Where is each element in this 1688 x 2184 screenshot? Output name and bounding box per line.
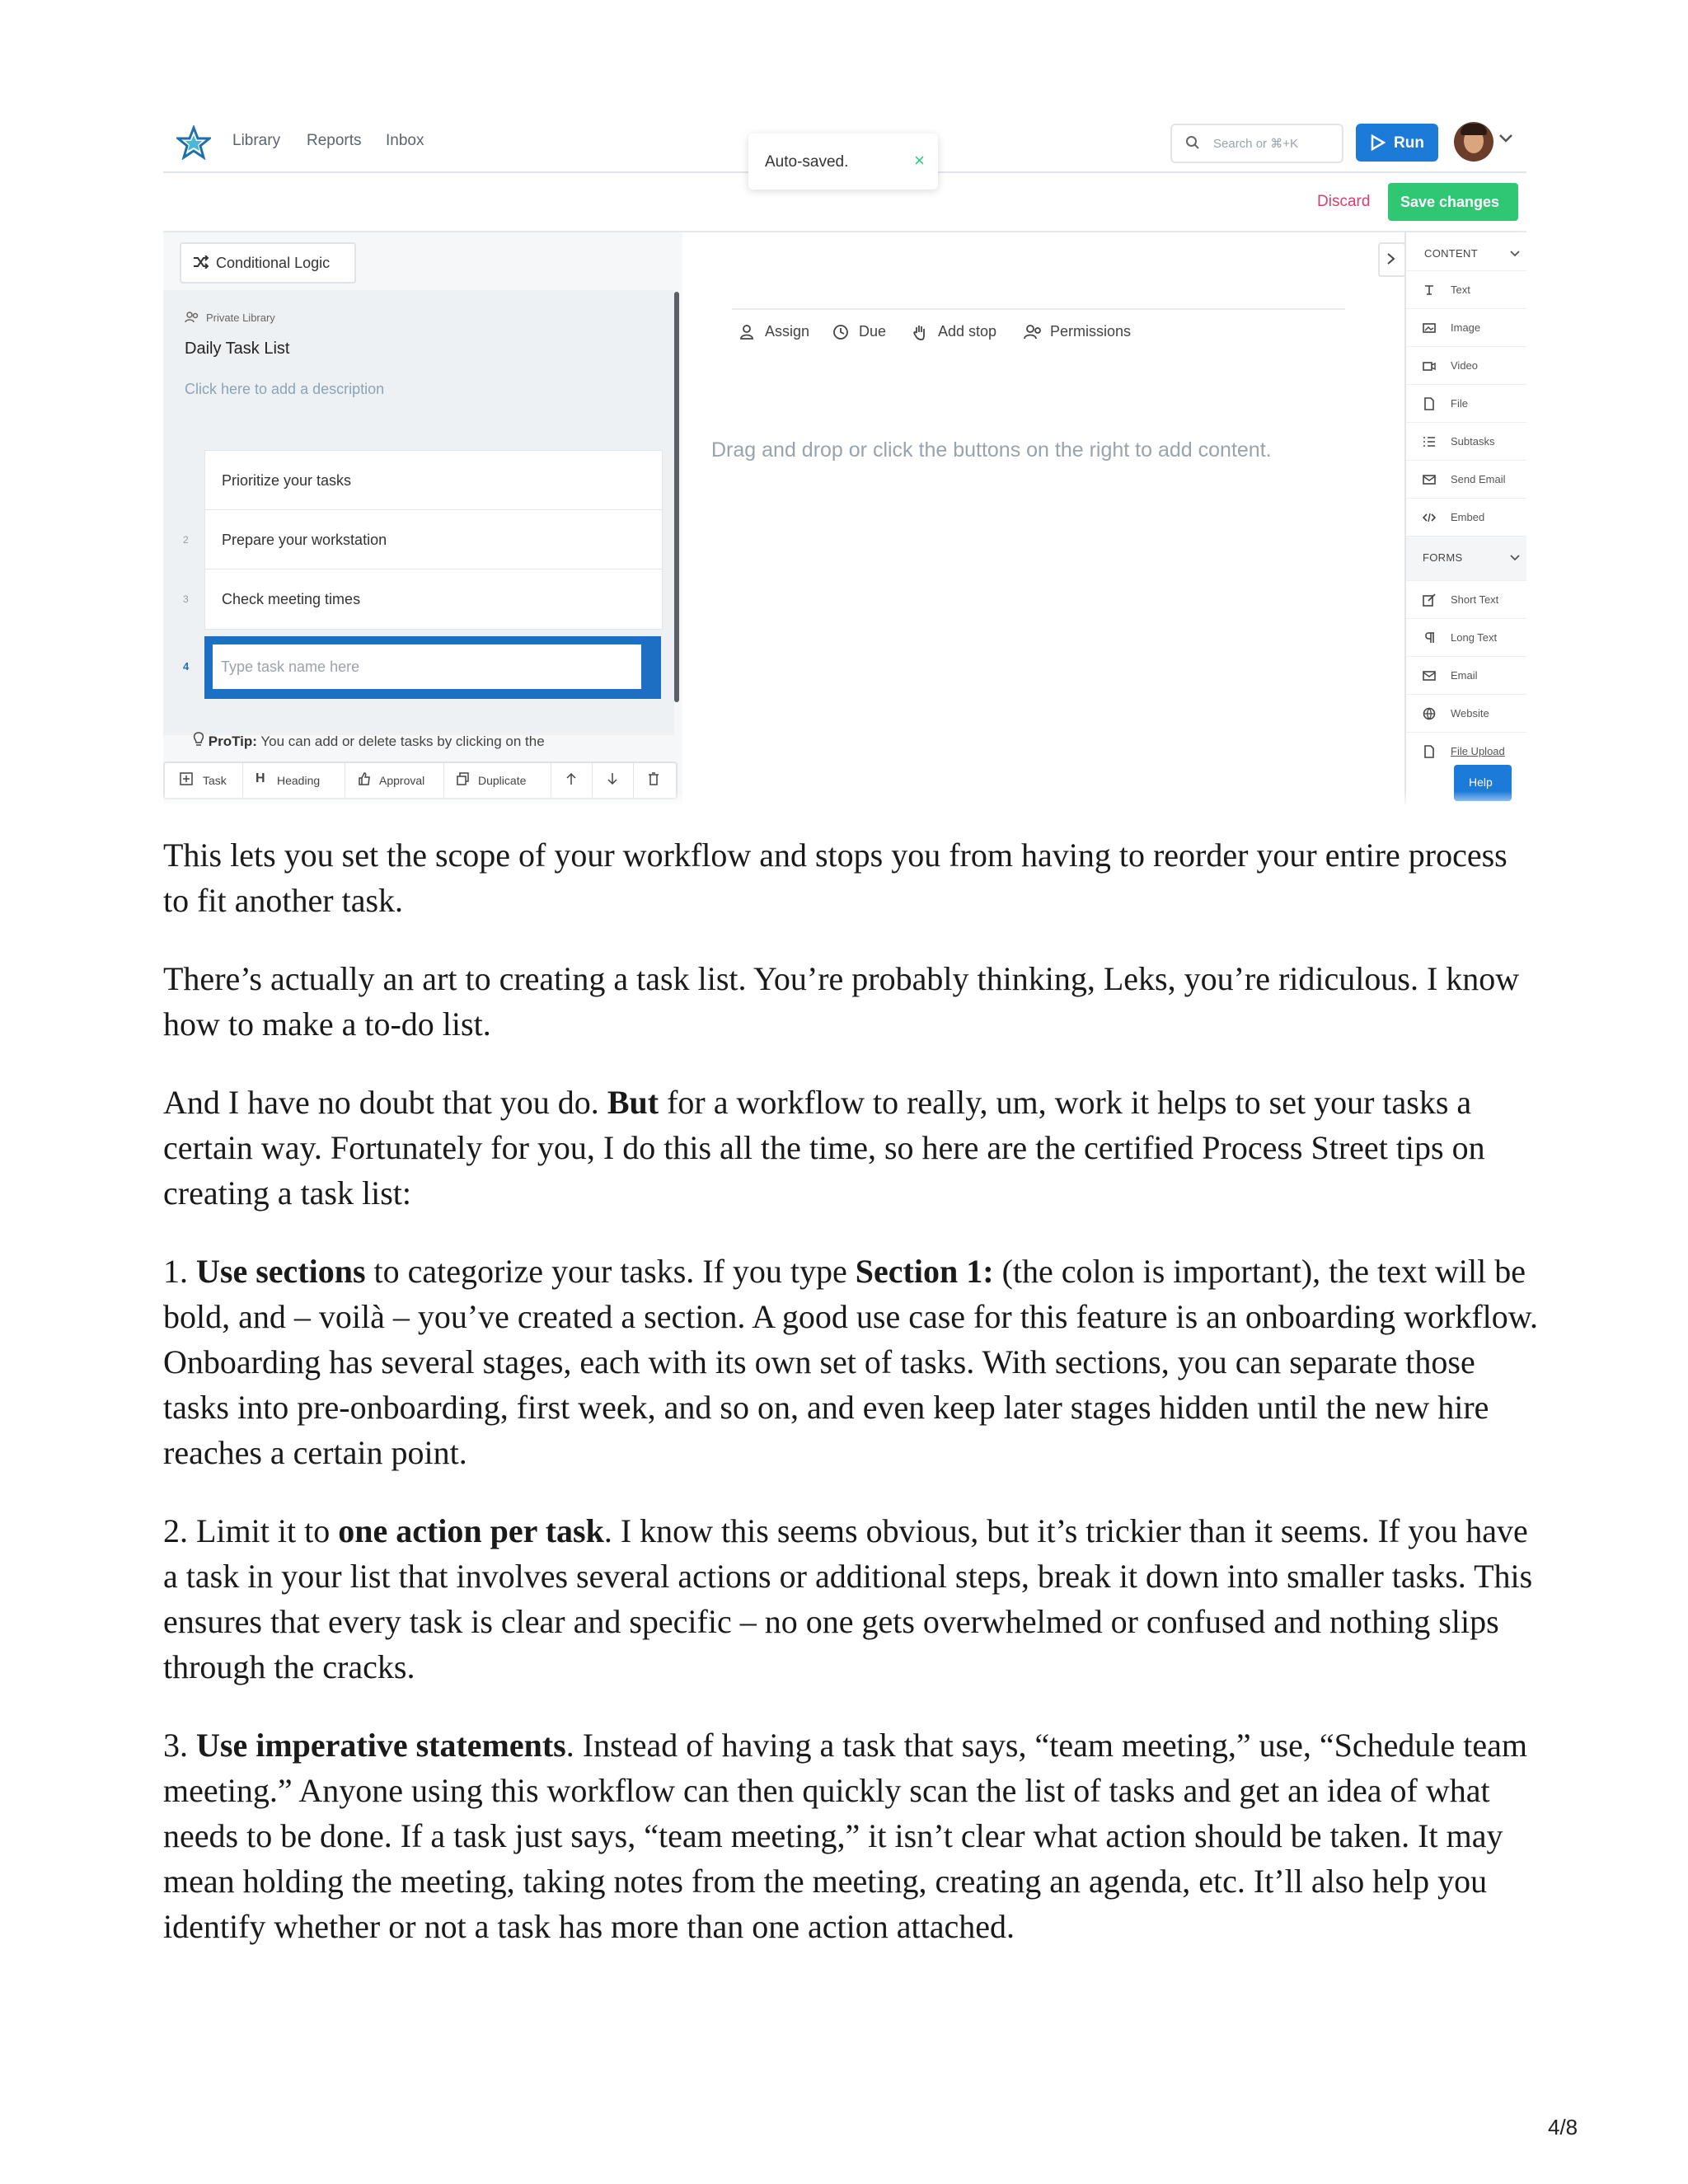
- autosave-toast: [748, 134, 938, 190]
- text-icon: [1423, 284, 1436, 297]
- tip-imperative: 3. Use imperative statements. Instead of having a task that says, “team meeting,” use, “Schedule team meeting.” Anyone using this workflow can then quickly scan the list of tasks and get an idea of what needs to be done. If a task just says, “team meeting,” it isn’t clear what action should be taken. It may mean holding the meeting, taking notes from the meeting, creating an agenda, etc. It’ll also help you identify whether or not a task has more than one action attached.: [163, 1727, 1528, 1945]
- widget-label: Video: [1451, 359, 1479, 372]
- envelope-icon: [1423, 669, 1436, 682]
- video-icon: [1423, 359, 1436, 373]
- nav-library[interactable]: Library: [232, 132, 281, 149]
- hand-stop-icon: [912, 324, 928, 340]
- image-icon: [1423, 321, 1436, 335]
- widget-subtasks[interactable]: [1406, 422, 1526, 461]
- star-logo-icon[interactable]: [176, 125, 211, 160]
- copy-icon: [457, 772, 470, 785]
- user-icon: [738, 324, 755, 340]
- chevron-down-icon[interactable]: [1498, 134, 1513, 143]
- list-title[interactable]: Daily Task List: [185, 340, 290, 358]
- description-field[interactable]: Click here to add a description: [185, 381, 385, 397]
- app-screenshot: [163, 115, 1526, 804]
- assign-label: Assign: [765, 323, 810, 340]
- widget-label: Subtasks: [1451, 435, 1495, 448]
- lightbulb-icon: [193, 732, 204, 748]
- edit-icon: [1423, 593, 1436, 607]
- paragraph: There’s actually an art to creating a task list. You’re probably thinking, Leks, you’re ridiculous. I know how to make a to-do list.: [163, 960, 1520, 1043]
- article-body: [163, 832, 1540, 1982]
- expand-panel-button[interactable]: [1378, 242, 1406, 277]
- arrow-up-icon: [565, 772, 578, 785]
- task-number: 2: [183, 534, 189, 546]
- code-icon: [1423, 511, 1436, 524]
- widget-label: File Upload: [1451, 745, 1505, 757]
- content-header[interactable]: CONTENT: [1424, 247, 1478, 260]
- widget-label: File: [1451, 397, 1468, 410]
- tip-one-action: 2. Limit it to one action per task. I know this seems obvious, but it’s trickier than it seems. If you have a task in your list that involves several actions or additional steps, break it down into smaller tasks. This ensures that every task is clear and specific – no one gets overwhelmed or confused and nothing slips through the cracks.: [163, 1512, 1533, 1685]
- help-label: Help: [1469, 776, 1493, 789]
- paragraph-icon: [1423, 631, 1436, 644]
- widget-label: Image: [1451, 321, 1481, 334]
- widget-image[interactable]: [1406, 308, 1526, 347]
- approval-label: Approval: [379, 774, 425, 787]
- library-tag-label: Private Library: [206, 312, 275, 324]
- widget-video[interactable]: [1406, 346, 1526, 385]
- task-item[interactable]: [204, 450, 663, 511]
- chevron-down-icon[interactable]: [1510, 251, 1520, 257]
- due-label: Due: [859, 323, 887, 340]
- widget-file[interactable]: [1406, 384, 1526, 423]
- widget-embed[interactable]: [1406, 498, 1526, 537]
- widget-website[interactable]: [1406, 694, 1526, 733]
- widget-send-email[interactable]: [1406, 460, 1526, 499]
- empty-state-message: Drag and drop or click the buttons on the right to add content.: [711, 438, 1272, 462]
- search-icon: [1185, 135, 1200, 150]
- widget-label: Short Text: [1451, 593, 1499, 606]
- task-label: Task: [203, 774, 227, 787]
- shuffle-icon: [193, 255, 209, 269]
- widget-label: Website: [1451, 707, 1489, 719]
- page-number: 4/8: [1548, 2115, 1578, 2139]
- tip-sections: 1. Use sections to categorize your tasks. If you type Section 1: (the colon is important), the text will be bold, and – voilà – you’ve created a section. A good use case for this feature is an onboarding workflow. Onboarding has several stages, each with its own set of tasks. With sections, you can separate those tasks into pre-onboarding, first week, and so on, and even keep later stages hidden until the new hire reaches a certain point.: [163, 1253, 1539, 1471]
- task-name-input[interactable]: [213, 644, 641, 689]
- search-box[interactable]: [1170, 124, 1343, 163]
- search-placeholder: Search or ⌘+K: [1213, 137, 1298, 151]
- conditional-logic-button[interactable]: [180, 242, 356, 284]
- arrow-down-icon: [606, 772, 619, 785]
- widget-text[interactable]: [1406, 270, 1526, 309]
- users-icon: [185, 312, 199, 323]
- protip-label: ProTip:: [208, 733, 257, 749]
- scrollbar[interactable]: [674, 292, 679, 702]
- new-task-row[interactable]: [204, 636, 661, 699]
- clock-icon: [832, 324, 849, 340]
- trash-icon: [647, 772, 660, 785]
- run-button[interactable]: [1356, 124, 1438, 162]
- task-item[interactable]: [204, 509, 663, 570]
- chevron-right-icon: [1386, 252, 1396, 265]
- avatar[interactable]: [1454, 122, 1493, 162]
- paragraph: This lets you set the scope of your workflow and stops you from having to reorder your entire process to fit another task.: [163, 837, 1507, 919]
- divider: [732, 308, 1345, 310]
- permissions-label: Permissions: [1050, 323, 1132, 340]
- forms-header: FORMS: [1423, 551, 1463, 564]
- screenshot-fade: [163, 791, 1526, 804]
- thumbs-up-icon: [358, 772, 371, 785]
- play-icon: [1371, 134, 1386, 151]
- save-changes-button[interactable]: [1388, 183, 1518, 221]
- widget-label: Send Email: [1451, 473, 1506, 485]
- paragraph: And I have no doubt that you do. But for a workflow to really, um, work it helps to set your tasks a certain way. Fortunately for you, I do this all the time, so here are the certified Process Street tips on creating a task list:: [163, 1084, 1485, 1212]
- add-stop-label: Add stop: [938, 323, 997, 340]
- save-changes-label: Save changes: [1400, 194, 1500, 210]
- chevron-down-icon: [1510, 555, 1520, 561]
- task-name: Prepare your workstation: [222, 532, 387, 548]
- envelope-icon: [1423, 473, 1436, 486]
- widget-email[interactable]: [1406, 656, 1526, 695]
- widget-label: Embed: [1451, 511, 1485, 523]
- forms-section-header[interactable]: [1406, 536, 1526, 581]
- widget-short-text[interactable]: [1406, 580, 1526, 619]
- task-number: 4: [183, 660, 190, 673]
- users-icon: [1024, 324, 1043, 340]
- library-tag: [185, 312, 275, 324]
- widget-label: Long Text: [1451, 631, 1498, 644]
- widget-label: Text: [1451, 284, 1470, 296]
- widgets-panel: [1404, 232, 1526, 804]
- conditional-logic-label: Conditional Logic: [216, 255, 331, 271]
- toast-message: Auto-saved.: [765, 153, 849, 171]
- task-number: 3: [183, 593, 189, 605]
- list-icon: [1423, 435, 1436, 448]
- protip: [193, 732, 545, 750]
- discard-button[interactable]: Discard: [1317, 193, 1371, 210]
- file-icon: [1423, 397, 1436, 410]
- protip-text: You can add or delete tasks by clicking on the: [260, 733, 545, 749]
- task-name: Prioritize your tasks: [222, 472, 352, 489]
- run-label: Run: [1394, 134, 1424, 152]
- plus-square-icon: [180, 772, 193, 785]
- task-item[interactable]: [204, 569, 663, 630]
- widget-label: Email: [1451, 669, 1478, 682]
- heading-icon: H: [256, 771, 265, 785]
- nav-reports[interactable]: Reports: [307, 132, 362, 149]
- globe-icon: [1423, 707, 1436, 720]
- heading-label: Heading: [277, 774, 321, 787]
- task-name: Check meeting times: [222, 591, 361, 607]
- file-icon: [1423, 745, 1436, 758]
- close-icon[interactable]: ×: [914, 150, 925, 171]
- nav-inbox[interactable]: Inbox: [386, 132, 424, 149]
- widget-long-text[interactable]: [1406, 618, 1526, 657]
- duplicate-label: Duplicate: [478, 774, 527, 787]
